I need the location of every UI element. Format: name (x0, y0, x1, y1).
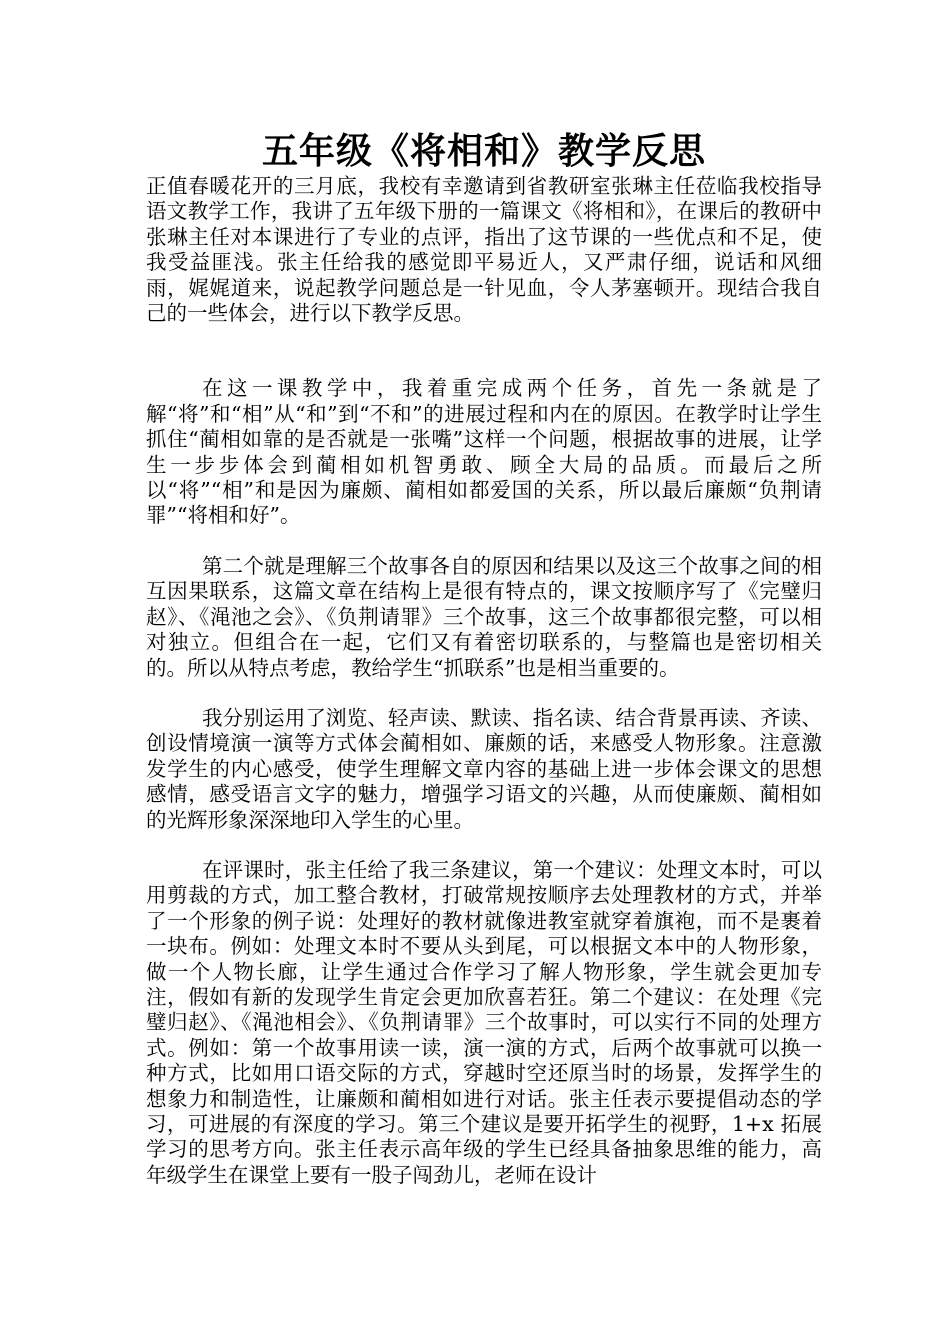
paragraph-suggestions: 在评课时，张主任给了我三条建议，第一个建议：处理文本时，可以用剪裁的方式，加工整合教材，打破常规按顺序去处理教材的方式，并举了一个形象的例子说：处理好的教材就像进教室就穿着旗袍，而不是裹着一块布。例如：处理文本时不要从头到尾，可以根据文本中的人物形象，做一个人物长廊，让学生通过合作学习了解人物形象，学生就会更加专注，假如有新的发现学生肯定会更加欣喜若狂。第二个建议：在处理《完璧归赵》、《渑池相会》、《负荆请罪》三个故事时，可以实行不同的处理方式。例如：第一个故事用读一读，演一演的方式，后两个故事就可以换一种方式，比如用口语交际的方式，穿越时空还原当时的场景，发挥学生的想象力和制造性，让廉颇和蔺相如进行对话。张主任表示要提倡动态的学习，可进展的有深度的学习。第三个建议是要开拓学生的视野，1+x 拓展学习的思考方向。张主任表示高年级的学生已经具备抽象思维的能力，高年级学生在课堂上要有一股子闯劲儿，老师在设计 (146, 857, 822, 1187)
paragraph-spacer (146, 529, 822, 554)
document-page (146, 128, 822, 1188)
paragraph-spacer (146, 681, 822, 706)
paragraph-reading-methods: 我分别运用了浏览、轻声读、默读、指名读、结合背景再读、齐读、创设情境演一演等方式体会蔺相如、廉颇的话，来感受人物形象。注意激发学生的内心感受，使学生理解文章内容的基础上进一步体会课文的思想感情，感受语言文字的魅力，增强学习语文的兴趣，从而使廉颇、蔺相如的光辉形象深深地印入学生的心里。 (146, 705, 822, 832)
paragraph-spacer (146, 833, 822, 858)
paragraph-spacer (146, 326, 822, 376)
paragraph-task-two: 第二个就是理解三个故事各自的原因和结果以及这三个故事之间的相互因果联系，这篇文章在结构上是很有特点的，课文按顺序写了《完璧归赵》、《渑池之会》、《负荆请罪》三个故事，这三个故事都很完整，可以相对独立。但组合在一起，它们又有着密切联系的，与整篇也是密切相关的。所以从特点考虑，教给学生“抓联系”也是相当重要的。 (146, 553, 822, 680)
document-title: 五年级《将相和》教学反思 (261, 130, 706, 172)
paragraph-intro: 正值春暖花开的三月底，我校有幸邀请到省教研室张琳主任莅临我校指导语文教学工作，我讲了五年级下册的一篇课文《将相和》，在课后的教研中张琳主任对本课进行了专业的点评，指出了这节课的一些优点和不足，使我受益匪浅。张主任给我的感觉即平易近人，又严肃仔细，说话和风细雨，娓娓道来，说起教学问题总是一针见血，令人茅塞顿开。现结合我自己的一些体会，进行以下教学反思。 (146, 174, 822, 326)
paragraph-task-one: 在这一课教学中，我着重完成两个任务，首先一条就是了解“将”和“相”从“和”到“不和”的进展过程和内在的原因。在教学时让学生抓住“蔺相如靠的是否就是一张嘴”这样一个问题，根据故事的进展，让学生一步步体会到蔺相如机智勇敢、顾全大局的品质。而最后之所以“将”“相”和是因为廉颇、蔺相如都爱国的关系，所以最后廉颇“负荆请罪”“将相和好”。 (146, 376, 822, 528)
